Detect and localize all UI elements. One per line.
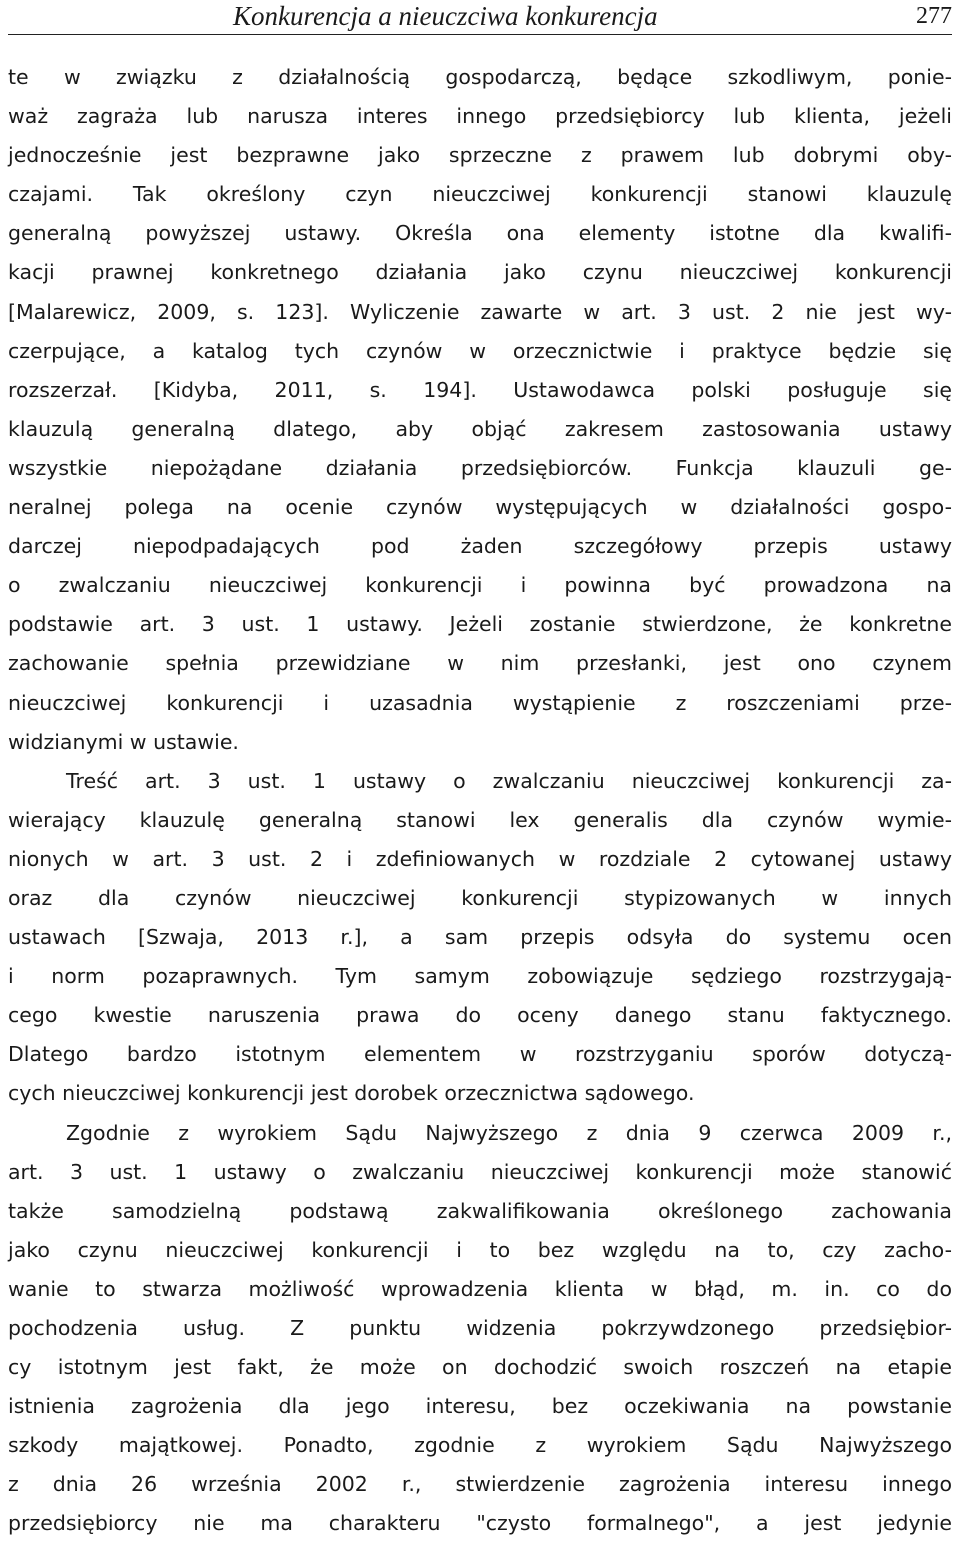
text-line: cego kwestie naruszenia prawa do oceny danego stanu faktycznego. — [8, 1003, 952, 1028]
text-line: [Malarewicz, 2009, s. 123]. Wyliczenie zawarte w art. 3 ust. 2 nie jest wy- — [8, 299, 952, 324]
text-line: nionych w art. 3 ust. 2 i zdefiniowanych w rozdziale 2 cytowanej ustawy — [8, 846, 952, 871]
text-line: i norm pozaprawnych. Tym samym zobowiązuje sędziego rozstrzygają- — [8, 964, 952, 989]
text-line: Dlatego bardzo istotnym elementem w rozstrzyganiu sporów dotyczą- — [8, 1042, 952, 1067]
text-line: klauzulą generalną dlatego, aby objąć zakresem zastosowania ustawy — [8, 416, 952, 441]
text-line: istnienia zagrożenia dla jego interesu, bez oczekiwania na powstanie — [8, 1394, 952, 1419]
running-header — [8, 0, 952, 35]
paragraph — [8, 58, 952, 762]
text-line: darczej niepodpadających pod żaden szczegółowy przepis ustawy — [8, 534, 952, 559]
text-line: szkody majątkowej. Ponadto, zgodnie z wyrokiem Sądu Najwyższego — [8, 1433, 952, 1458]
text-line: generalną powyższej ustawy. Określa ona elementy istotne dla kwalifi- — [8, 221, 952, 246]
text-line: z dnia 26 września 2002 r., stwierdzenie zagrożenia interesu innego — [8, 1472, 952, 1497]
text-line: wszystkie niepożądane działania przedsiębiorców. Funkcja klauzuli ge- — [8, 455, 952, 480]
paragraph — [8, 762, 952, 1114]
text-line: także samodzielną podstawą zakwalifikowania określonego zachowania — [8, 1198, 952, 1223]
text-line: ustawach [Szwaja, 2013 r.], a sam przepis odsyła do systemu ocen — [8, 925, 952, 950]
text-line: art. 3 ust. 1 ustawy o zwalczaniu nieuczciwej konkurencji może stanowić — [8, 1159, 952, 1184]
text-line: cy istotnym jest fakt, że może on dochodzić swoich roszczeń na etapie — [8, 1355, 952, 1380]
text-line: jednocześnie jest bezprawne jako sprzeczne z prawem lub dobrymi oby- — [8, 143, 952, 168]
text-line: oraz dla czynów nieuczciwej konkurencji stypizowanych w innych — [8, 885, 952, 910]
text-line: o zwalczaniu nieuczciwej konkurencji i powinna być prowadzona na — [8, 573, 952, 598]
text-line: waż zagraża lub narusza interes innego przedsiębiorcy lub klienta, jeżeli — [8, 104, 952, 129]
text-line: jako czynu nieuczciwej konkurencji i to bez względu na to, czy zacho- — [8, 1237, 952, 1262]
body-text — [8, 58, 952, 1544]
text-line: Treść art. 3 ust. 1 ustawy o zwalczaniu nieuczciwej konkurencji za- — [66, 768, 952, 793]
text-line: cych nieuczciwej konkurencji jest dorobek orzecznictwa sądowego. — [8, 1081, 695, 1106]
text-line: te w związku z działalnością gospodarczą, będące szkodliwym, ponie- — [8, 65, 952, 89]
running-header-title: Konkurencja a nieuczciwa konkurencja — [233, 1, 658, 31]
text-line: rozszerzał. [Kidyba, 2011, s. 194]. Ustawodawca polski posługuje się — [8, 377, 952, 402]
text-line: przedsiębiorcy nie ma charakteru "czysto formalnego", a jest jedynie — [8, 1511, 952, 1536]
text-line: kacji prawnej konkretnego działania jako czynu nieuczciwej konkurencji — [8, 260, 952, 285]
text-line: Zgodnie z wyrokiem Sądu Najwyższego z dnia 9 czerwca 2009 r., — [66, 1120, 952, 1145]
text-line: nieuczciwej konkurencji i uzasadnia wystąpienie z roszczeniami prze- — [8, 690, 952, 715]
text-line: czajami. Tak określony czyn nieuczciwej konkurencji stanowi klauzulę — [8, 182, 952, 207]
text-line: widzianymi w ustawie. — [8, 729, 239, 754]
text-line: wierający klauzulę generalną stanowi lex generalis dla czynów wymie- — [8, 807, 952, 832]
text-line: podstawie art. 3 ust. 1 ustawy. Jeżeli zostanie stwierdzone, że konkretne — [8, 612, 952, 637]
text-line: wanie to stwarza możliwość wprowadzenia klienta w błąd, m. in. co do — [8, 1276, 952, 1301]
text-line: neralnej polega na ocenie czynów występujących w działalności gospo- — [8, 495, 952, 520]
page-number: 277 — [916, 3, 952, 29]
paragraph — [8, 1114, 952, 1544]
text-line: pochodzenia usług. Z punktu widzenia pokrzywdzonego przedsiębior- — [8, 1316, 952, 1340]
text-line: czerpujące, a katalog tych czynów w orzecznictwie i praktyce będzie się — [8, 338, 952, 363]
text-line: zachowanie spełnia przewidziane w nim przesłanki, jest ono czynem — [8, 651, 952, 676]
